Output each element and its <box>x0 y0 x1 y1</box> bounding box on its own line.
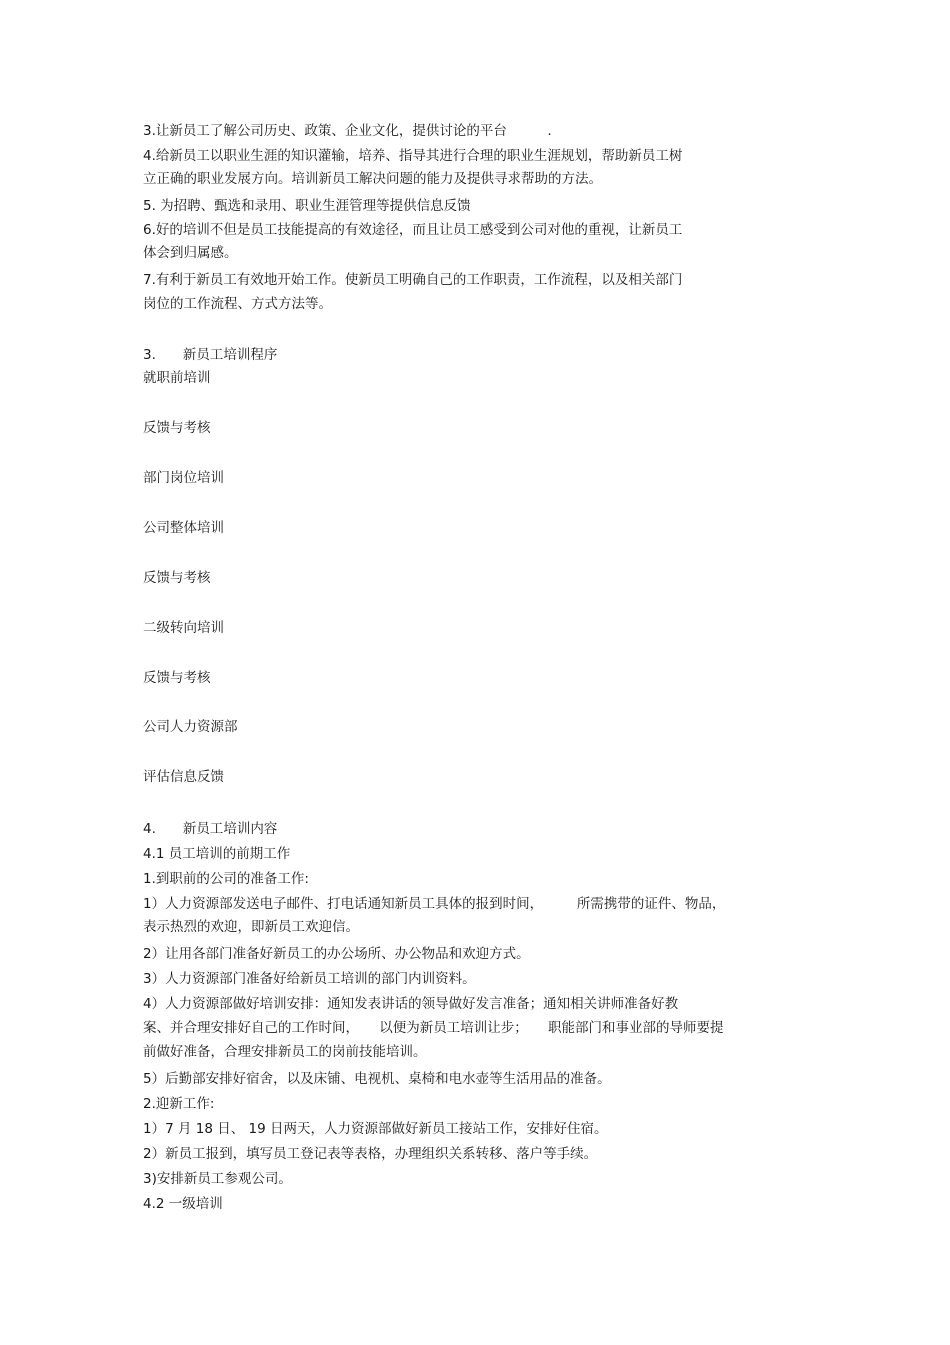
text-line: 4）人力资源部做好培训安排：通知发表讲话的领导做好发言准备；通知相关讲师准备好教 <box>143 996 679 1012</box>
text-line: 1）7 月 18 日、 19 日两天，人力资源部做好新员工接站工作，安排好住宿。 <box>143 1121 608 1137</box>
text-line: 4.给新员工以职业生涯的知识灌输，培养、指导其进行合理的职业生涯规划，帮助新员工树 <box>143 148 683 164</box>
text-line: 1.到职前的公司的准备工作: <box>143 871 309 887</box>
process-step: 反馈与考核 <box>143 420 211 436</box>
process-step: 部门岗位培训 <box>143 470 224 486</box>
process-step: 评估信息反馈 <box>143 769 224 785</box>
text-line: 案、并合理安排好自己的工作时间， 以便为新员工培训让步； 职能部门和事业部的导师要提 <box>143 1020 724 1036</box>
subsection-heading: 4.2 一级培训 <box>143 1196 223 1212</box>
text-line: 岗位的工作流程、方式方法等。 <box>143 296 332 312</box>
process-step: 反馈与考核 <box>143 670 211 686</box>
process-step: 反馈与考核 <box>143 570 211 586</box>
text-line: 立正确的职业发展方向。培训新员工解决问题的能力及提供寻求帮助的方法。 <box>143 171 602 187</box>
text-line: 2）新员工报到，填写员工登记表等表格，办理组织关系转移、落户等手续。 <box>143 1146 598 1162</box>
text-line: 体会到归属感。 <box>143 245 238 261</box>
text-line: 3)安排新员工参观公司。 <box>143 1171 292 1187</box>
text-line: 5. 为招聘、甄选和录用、职业生涯管理等提供信息反馈 <box>143 198 471 214</box>
text-line: 6.好的培训不但是员工技能提高的有效途径，而且让员工感受到公司对他的重视，让新员工 <box>143 222 683 238</box>
process-step: 公司整体培训 <box>143 520 224 536</box>
text-line: 2.迎新工作: <box>143 1096 215 1112</box>
text-line: 3.让新员工了解公司历史、政策、企业文化，提供讨论的平台 . <box>143 123 552 139</box>
section-heading: 3. 新员工培训程序 <box>143 347 278 363</box>
subsection-heading: 4.1 员工培训的前期工作 <box>143 846 291 862</box>
process-step: 二级转向培训 <box>143 620 224 636</box>
text-line: 7.有利于新员工有效地开始工作。使新员工明确自己的工作职责，工作流程，以及相关部门 <box>143 272 683 288</box>
text-line: 3）人力资源部门准备好给新员工培训的部门内训资料。 <box>143 971 476 987</box>
text-line: 1）人力资源部发送电子邮件、打电话通知新员工具体的报到时间， 所需携带的证件、物品， <box>143 896 726 912</box>
text-line: 表示热烈的欢迎，即新员工欢迎信。 <box>143 919 359 935</box>
text-line: 5）后勤部安排好宿舍，以及床铺、电视机、桌椅和电水壶等生活用品的准备。 <box>143 1071 611 1087</box>
process-step: 就职前培训 <box>143 370 211 386</box>
text-line: 2）让用各部门准备好新员工的办公场所、办公物品和欢迎方式。 <box>143 946 530 962</box>
text-line: 前做好准备，合理安排新员工的岗前技能培训。 <box>143 1044 427 1060</box>
section-heading: 4. 新员工培训内容 <box>143 821 278 837</box>
process-step: 公司人力资源部 <box>143 719 238 735</box>
